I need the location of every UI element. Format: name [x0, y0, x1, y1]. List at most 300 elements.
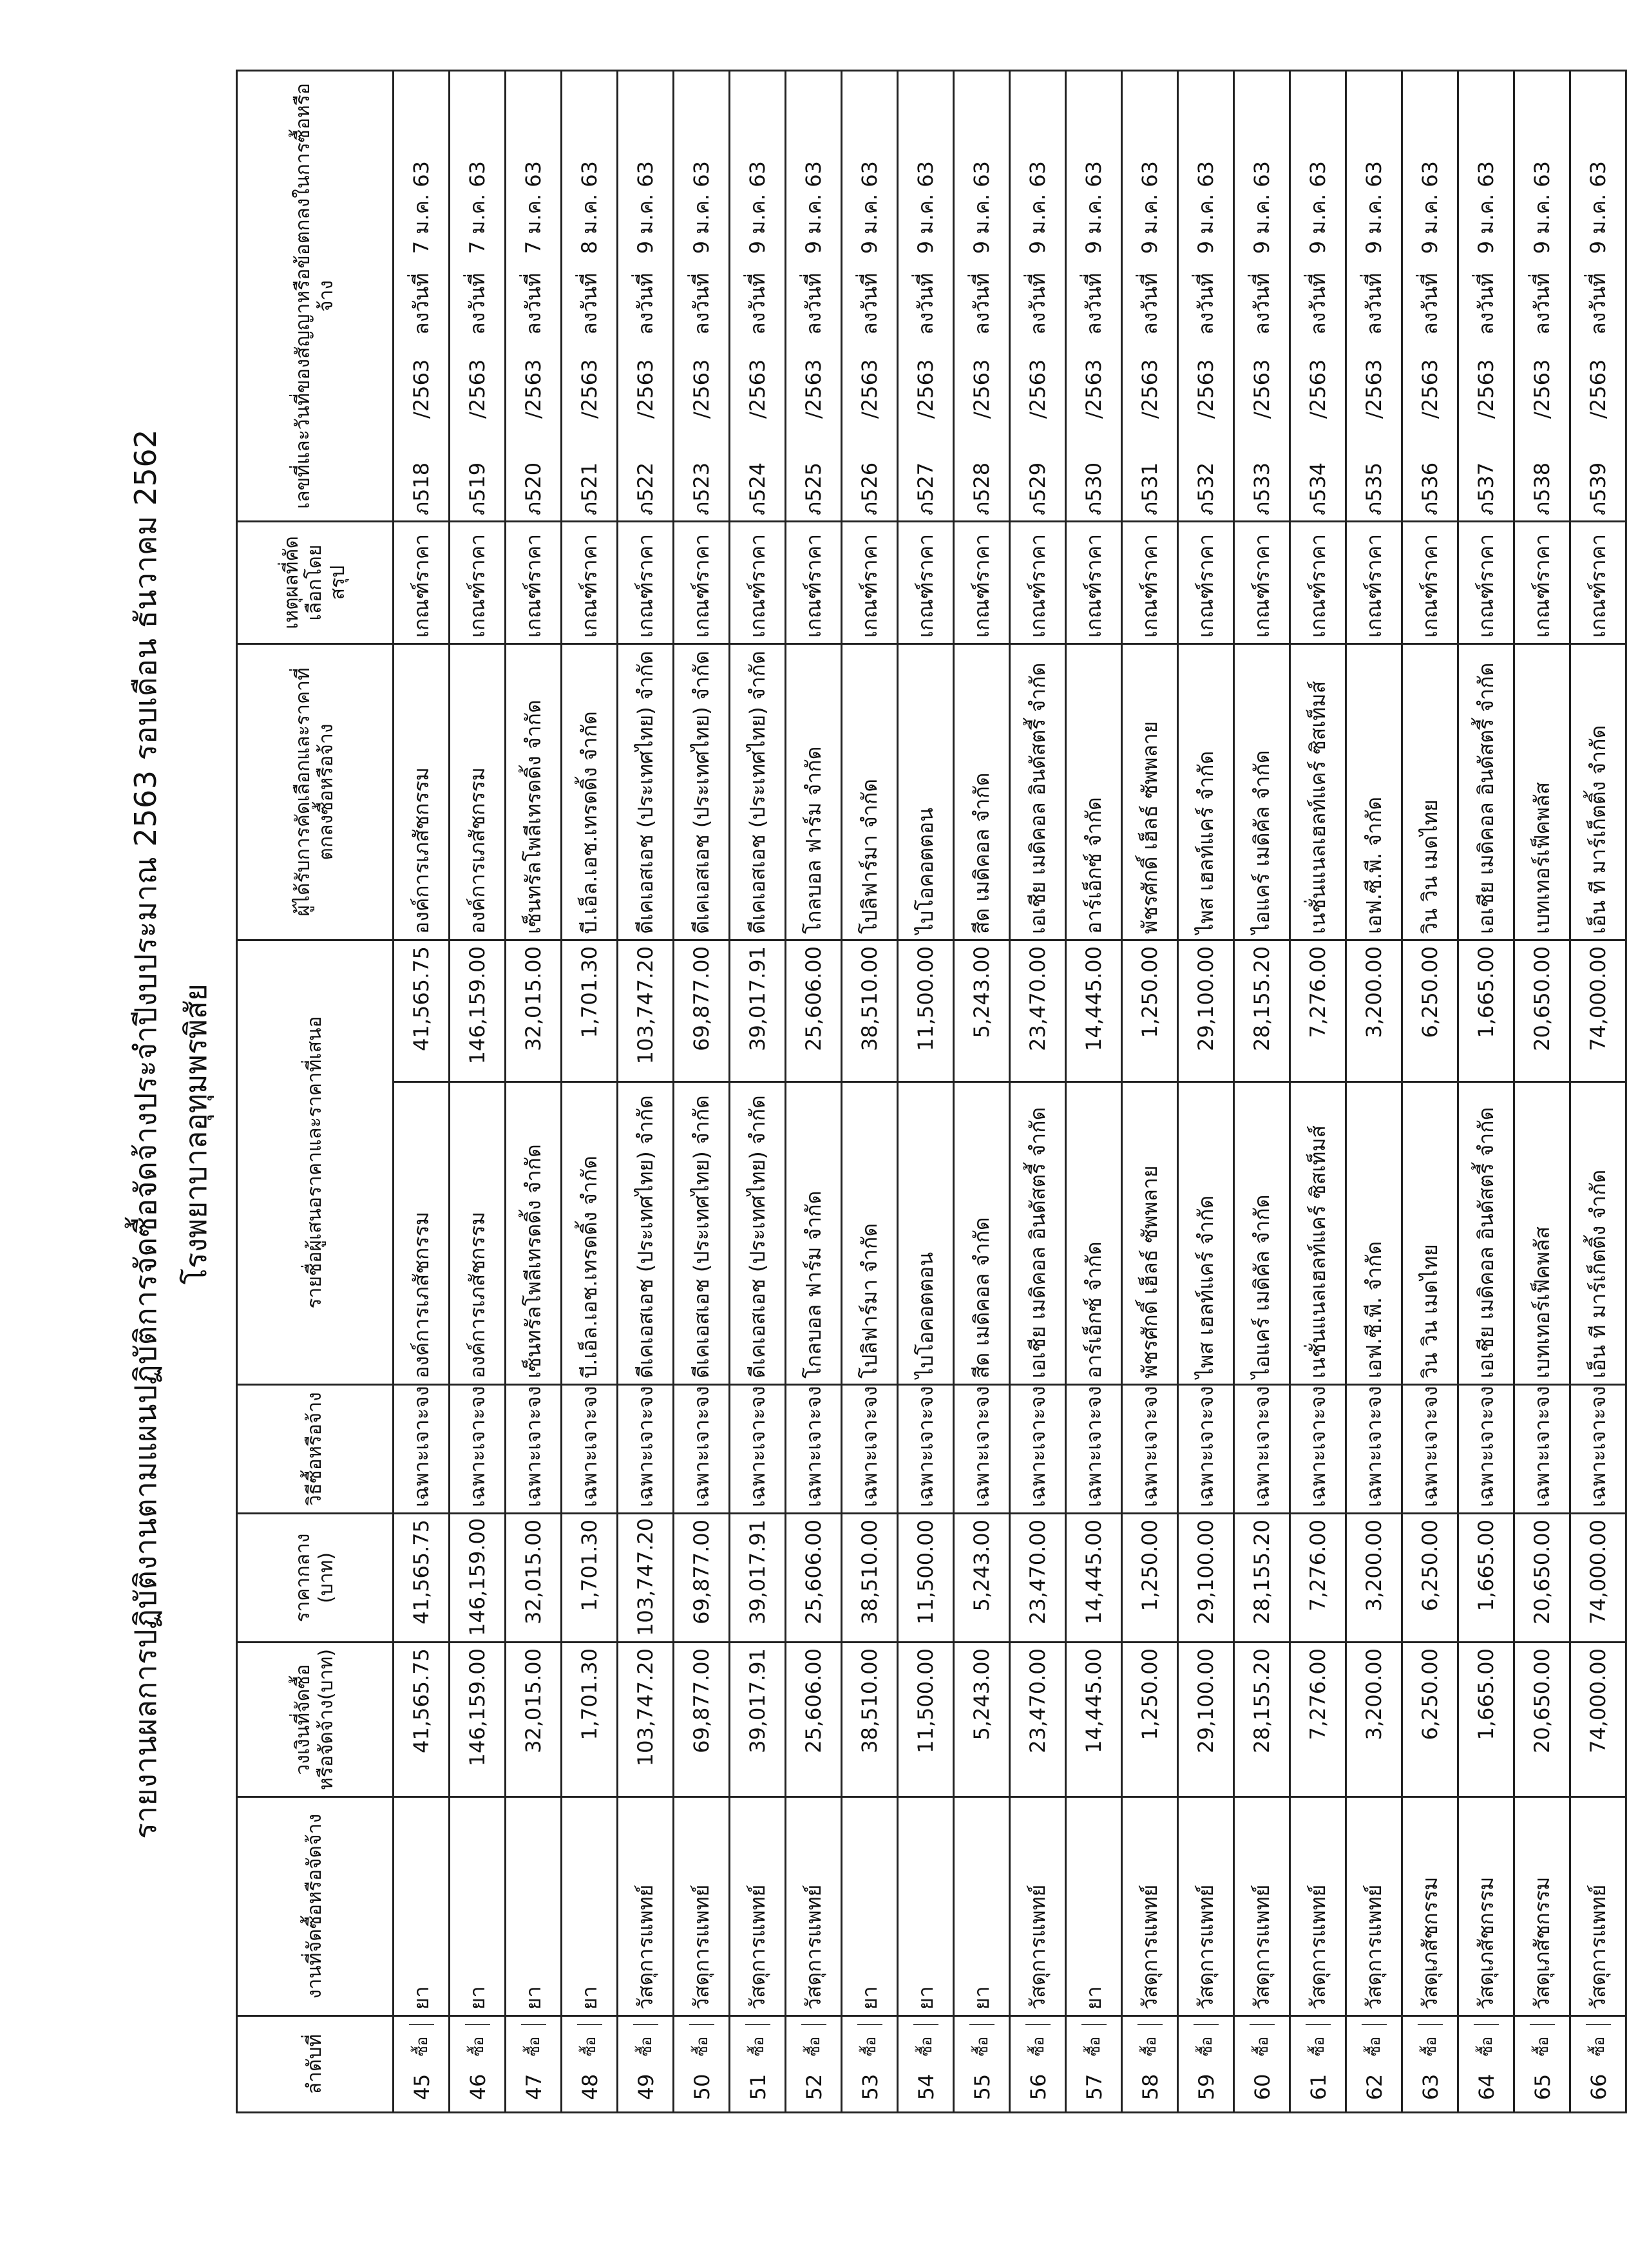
cell-budget: 3,200.00 — [1346, 1643, 1402, 1797]
contract-date-label: ลงวันที่ — [1025, 272, 1050, 335]
contract-date: 9 ม.ค. 63 — [745, 161, 770, 254]
cell-winner: สีด เมดิคอล จำกัด — [954, 644, 1010, 940]
table-row — [954, 71, 1010, 2113]
contract-number: ภ529 — [1025, 462, 1050, 515]
cell-seq — [1010, 2016, 1066, 2113]
cell-reason: เกณฑ์ราคา — [1066, 522, 1122, 644]
table-row — [394, 71, 450, 2113]
header-reason: เหตุผลที่คัดเลือกโดยสรุป — [237, 522, 394, 644]
header-method: วิธีซื้อหรือจ้าง — [237, 1385, 394, 1514]
cell-item: ยา — [506, 1797, 562, 2016]
cell-bidder-name: ไพส เฮลท์แคร์ จำกัด — [1178, 1082, 1234, 1385]
contract-date-label: ลงวันที่ — [1193, 272, 1218, 335]
contract-date-label: ลงวันที่ — [1473, 272, 1498, 335]
header-item: งานที่จัดซื้อหรือจัดจ้าง — [237, 1797, 394, 2016]
cell-item: ยา — [842, 1797, 898, 2016]
contract-date: 9 ม.ค. 63 — [913, 161, 938, 254]
cell-budget: 23,470.00 — [1010, 1643, 1066, 1797]
cell-item: วัสดุเภสัชกรรม — [1514, 1797, 1570, 2016]
contract-year: /2563 — [1473, 359, 1498, 419]
cell-median-price: 7,276.00 — [1290, 1514, 1346, 1643]
cell-contract — [1514, 71, 1570, 522]
cell-reason: เกณฑ์ราคา — [394, 522, 450, 644]
row-type: ซื้อ — [1474, 2024, 1499, 2068]
contract-number: ภ523 — [689, 462, 714, 515]
contract-year: /2563 — [689, 359, 714, 419]
contract-year: /2563 — [969, 359, 994, 419]
header-winner: ผู้ได้รับการคัดเลือกและราคาที่ตกลงซื้อหรือจ้าง — [237, 644, 394, 940]
table-row — [1514, 71, 1570, 2113]
cell-bid-price: 6,250.00 — [1402, 940, 1458, 1082]
cell-bid-price: 7,276.00 — [1290, 940, 1346, 1082]
cell-bid-price: 39,017.91 — [730, 940, 786, 1082]
contract-date: 7 ม.ค. 63 — [464, 161, 490, 254]
cell-median-price: 1,665.00 — [1458, 1514, 1514, 1643]
cell-winner: เอฟ.ซี.พี. จำกัด — [1346, 644, 1402, 940]
cell-budget: 29,100.00 — [1178, 1643, 1234, 1797]
table-row — [1458, 71, 1514, 2113]
cell-item: วัสดุการแพทย์ — [730, 1797, 786, 2016]
cell-budget: 5,243.00 — [954, 1643, 1010, 1797]
cell-bidder-name: วิน วิน เมดไทย — [1402, 1082, 1458, 1385]
cell-bidder-name: เอเชีย เมดิคอล อินดัสตรี้ จำกัด — [1458, 1082, 1514, 1385]
contract-year: /2563 — [1137, 359, 1162, 419]
cell-winner: ดีเคเอสเอช (ประเทศไทย) จำกัด — [674, 644, 730, 940]
row-type: ซื้อ — [577, 2024, 602, 2068]
cell-winner: เบทเทอร์เฟ็คพลัส — [1514, 644, 1570, 940]
cell-contract — [1346, 71, 1402, 522]
cell-median-price: 14,445.00 — [1066, 1514, 1122, 1643]
contract-date-label: ลงวันที่ — [1081, 272, 1106, 335]
cell-reason: เกณฑ์ราคา — [786, 522, 842, 644]
cell-budget: 39,017.91 — [730, 1643, 786, 1797]
cell-reason: เกณฑ์ราคา — [842, 522, 898, 644]
contract-date: 9 ม.ค. 63 — [1193, 161, 1218, 254]
cell-seq — [506, 2016, 562, 2113]
cell-budget: 7,276.00 — [1290, 1643, 1346, 1797]
cell-bidder-name: โกลบอล ฟาร์ม จำกัด — [786, 1082, 842, 1385]
row-type: ซื้อ — [465, 2024, 490, 2068]
cell-budget: 14,445.00 — [1066, 1643, 1122, 1797]
contract-date-label: ลงวันที่ — [1529, 272, 1554, 335]
cell-bidder-name: ดีเคเอสเอช (ประเทศไทย) จำกัด — [618, 1082, 674, 1385]
cell-reason: เกณฑ์ราคา — [450, 522, 506, 644]
cell-bid-price: 29,100.00 — [1178, 940, 1234, 1082]
cell-budget: 74,000.00 — [1570, 1643, 1626, 1797]
cell-winner: วิน วิน เมดไทย — [1402, 644, 1458, 940]
contract-date: 9 ม.ค. 63 — [1305, 161, 1330, 254]
hospital-name: โรงพยาบาลอุทุมพรพิสัย — [178, 984, 213, 1284]
contract-year: /2563 — [408, 359, 433, 419]
cell-method: เฉพาะเจาะจง — [1570, 1385, 1626, 1514]
header-bidders: รายชื่อผู้เสนอราคาและราคาที่เสนอ — [237, 940, 394, 1385]
cell-winner: ดีเคเอสเอช (ประเทศไทย) จำกัด — [618, 644, 674, 940]
table-row — [786, 71, 842, 2113]
contract-date: 9 ม.ค. 63 — [1249, 161, 1274, 254]
report-title: รายงานผลการปฏิบัติงานตามแผนปฏิบัติการจัดซื้อจัดจ้างประจำปีงบประมาณ 2563 รอบเดือน ธันวาคม 2562 — [128, 429, 163, 1839]
cell-bid-price: 3,200.00 — [1346, 940, 1402, 1082]
contract-date: 7 ม.ค. 63 — [408, 161, 433, 254]
contract-year: /2563 — [801, 359, 826, 419]
cell-bidder-name: ไบโอคอตตอน — [898, 1082, 954, 1385]
cell-method: เฉพาะเจาะจง — [506, 1385, 562, 1514]
cell-item: ยา — [450, 1797, 506, 2016]
cell-method: เฉพาะเจาะจง — [618, 1385, 674, 1514]
cell-median-price: 28,155.20 — [1234, 1514, 1290, 1643]
contract-date: 9 ม.ค. 63 — [1137, 161, 1162, 254]
cell-bidder-name: ดีเคเอสเอช (ประเทศไทย) จำกัด — [674, 1082, 730, 1385]
cell-method: เฉพาะเจาะจง — [450, 1385, 506, 1514]
row-type: ซื้อ — [1586, 2024, 1611, 2068]
table-row — [1290, 71, 1346, 2113]
cell-contract — [842, 71, 898, 522]
row-type: ซื้อ — [857, 2024, 882, 2068]
cell-seq — [1290, 2016, 1346, 2113]
cell-method: เฉพาะเจาะจง — [1178, 1385, 1234, 1514]
contract-date-label: ลงวันที่ — [1585, 272, 1610, 335]
cell-winner: ไอแคร์ เมดิคัล จำกัด — [1234, 644, 1290, 940]
cell-budget: 1,250.00 — [1122, 1643, 1178, 1797]
cell-seq — [674, 2016, 730, 2113]
cell-budget: 41,565.75 — [394, 1643, 450, 1797]
cell-bidder-name: ไอแคร์ เมดิคัล จำกัด — [1234, 1082, 1290, 1385]
cell-method: เฉพาะเจาะจง — [1402, 1385, 1458, 1514]
contract-year: /2563 — [633, 359, 658, 419]
row-number: 48 — [577, 2073, 602, 2101]
cell-reason: เกณฑ์ราคา — [1514, 522, 1570, 644]
table-row — [618, 71, 674, 2113]
cell-method: เฉพาะเจาะจง — [1458, 1385, 1514, 1514]
cell-bid-price: 74,000.00 — [1570, 940, 1626, 1082]
contract-number: ภ518 — [408, 462, 433, 515]
cell-contract — [394, 71, 450, 522]
contract-number: ภ522 — [633, 462, 658, 515]
contract-number: ภ538 — [1529, 462, 1554, 515]
contract-date-label: ลงวันที่ — [913, 272, 938, 335]
row-type: ซื้อ — [689, 2024, 714, 2068]
cell-method: เฉพาะเจาะจง — [674, 1385, 730, 1514]
contract-date-label: ลงวันที่ — [464, 272, 490, 335]
cell-method: เฉพาะเจาะจง — [1066, 1385, 1122, 1514]
contract-year: /2563 — [857, 359, 882, 419]
cell-contract — [506, 71, 562, 522]
cell-bid-price: 5,243.00 — [954, 940, 1010, 1082]
contract-year: /2563 — [1193, 359, 1218, 419]
contract-date-label: ลงวันที่ — [1305, 272, 1330, 335]
cell-seq — [898, 2016, 954, 2113]
cell-bid-price: 20,650.00 — [1514, 940, 1570, 1082]
cell-seq — [786, 2016, 842, 2113]
cell-reason: เกณฑ์ราคา — [954, 522, 1010, 644]
cell-method: เฉพาะเจาะจง — [730, 1385, 786, 1514]
cell-median-price: 5,243.00 — [954, 1514, 1010, 1643]
cell-method: เฉพาะเจาะจง — [898, 1385, 954, 1514]
row-number: 50 — [689, 2073, 714, 2101]
cell-bidder-name: เซ็นทรัลโพลีเทรดดิ้ง จำกัด — [506, 1082, 562, 1385]
row-number: 65 — [1530, 2073, 1555, 2101]
contract-date-label: ลงวันที่ — [1137, 272, 1162, 335]
row-type: ซื้อ — [913, 2024, 938, 2068]
row-number: 47 — [521, 2073, 546, 2101]
cell-contract — [1178, 71, 1234, 522]
row-number: 58 — [1137, 2073, 1163, 2101]
table-row — [450, 71, 506, 2113]
cell-budget: 38,510.00 — [842, 1643, 898, 1797]
row-number: 59 — [1194, 2073, 1219, 2101]
cell-bid-price: 1,701.30 — [562, 940, 618, 1082]
table-header-row — [237, 71, 394, 2113]
cell-seq — [1570, 2016, 1626, 2113]
cell-median-price: 1,250.00 — [1122, 1514, 1178, 1643]
row-type: ซื้อ — [745, 2024, 770, 2068]
table-row — [898, 71, 954, 2113]
contract-year: /2563 — [745, 359, 770, 419]
cell-budget: 103,747.20 — [618, 1643, 674, 1797]
cell-seq — [394, 2016, 450, 2113]
row-type: ซื้อ — [1194, 2024, 1219, 2068]
cell-item: ยา — [954, 1797, 1010, 2016]
cell-contract — [1290, 71, 1346, 522]
cell-item: วัสดุเภสัชกรรม — [1458, 1797, 1514, 2016]
contract-date-label: ลงวันที่ — [969, 272, 994, 335]
cell-bid-price: 69,877.00 — [674, 940, 730, 1082]
row-number: 53 — [857, 2073, 882, 2101]
cell-contract — [1402, 71, 1458, 522]
cell-seq — [1122, 2016, 1178, 2113]
cell-median-price: 23,470.00 — [1010, 1514, 1066, 1643]
cell-bid-price: 23,470.00 — [1010, 940, 1066, 1082]
cell-item: วัสดุการแพทย์ — [1178, 1797, 1234, 2016]
cell-method: เฉพาะเจาะจง — [562, 1385, 618, 1514]
contract-year: /2563 — [1249, 359, 1274, 419]
cell-winner: อาร์เอ็กซ์ จำกัด — [1066, 644, 1122, 940]
cell-bid-price: 28,155.20 — [1234, 940, 1290, 1082]
contract-date-label: ลงวันที่ — [408, 272, 433, 335]
row-type: ซื้อ — [801, 2024, 826, 2068]
table-row — [1346, 71, 1402, 2113]
contract-date-label: ลงวันที่ — [633, 272, 658, 335]
row-number: 60 — [1250, 2073, 1275, 2101]
contract-date: 9 ม.ค. 63 — [969, 161, 994, 254]
cell-bidder-name: อาร์เอ็กซ์ จำกัด — [1066, 1082, 1122, 1385]
cell-contract — [1122, 71, 1178, 522]
contract-year: /2563 — [520, 359, 546, 419]
cell-seq — [1066, 2016, 1122, 2113]
contract-date: 9 ม.ค. 63 — [1585, 161, 1610, 254]
cell-bidder-name: เอเชีย เมดิคอล อินดัสตรี้ จำกัด — [1010, 1082, 1066, 1385]
header-median-price: ราคากลาง (บาท) — [237, 1514, 394, 1643]
cell-bidder-name: เบทเทอร์เฟ็คพลัส — [1514, 1082, 1570, 1385]
procurement-table — [236, 70, 1627, 2113]
row-type: ซื้อ — [1025, 2024, 1051, 2068]
cell-bidder-name: องค์การเภสัชกรรม — [394, 1082, 450, 1385]
cell-seq — [450, 2016, 506, 2113]
table-row — [1234, 71, 1290, 2113]
contract-year: /2563 — [913, 359, 938, 419]
cell-method: เฉพาะเจาะจง — [394, 1385, 450, 1514]
cell-method: เฉพาะเจาะจง — [1122, 1385, 1178, 1514]
cell-bidder-name: พัชรศักดิ์ เฮ็ลธ์ ซัพพลาย — [1122, 1082, 1178, 1385]
table-row — [1402, 71, 1458, 2113]
cell-reason: เกณฑ์ราคา — [1402, 522, 1458, 644]
cell-median-price: 25,606.00 — [786, 1514, 842, 1643]
header-seq: ลำดับที่ — [237, 2016, 394, 2113]
row-type: ซื้อ — [1081, 2024, 1107, 2068]
cell-seq — [730, 2016, 786, 2113]
cell-contract — [730, 71, 786, 522]
cell-bid-price: 103,747.20 — [618, 940, 674, 1082]
cell-budget: 11,500.00 — [898, 1643, 954, 1797]
cell-method: เฉพาะเจาะจง — [954, 1385, 1010, 1514]
contract-number: ภ535 — [1361, 462, 1386, 515]
contract-year: /2563 — [1025, 359, 1050, 419]
contract-date: 9 ม.ค. 63 — [1417, 161, 1442, 254]
cell-item: วัสดุการแพทย์ — [618, 1797, 674, 2016]
cell-seq — [1402, 2016, 1458, 2113]
row-number: 45 — [409, 2073, 434, 2101]
cell-median-price: 103,747.20 — [618, 1514, 674, 1643]
cell-item: วัสดุการแพทย์ — [1570, 1797, 1626, 2016]
cell-bid-price: 38,510.00 — [842, 940, 898, 1082]
header-budget: วงเงินที่จัดซื้อหรือจัดจ้าง(บาท) — [237, 1643, 394, 1797]
cell-bidder-name: โปลิฟาร์มา จำกัด — [842, 1082, 898, 1385]
cell-reason: เกณฑ์ราคา — [730, 522, 786, 644]
cell-median-price: 3,200.00 — [1346, 1514, 1402, 1643]
cell-item: วัสดุการแพทย์ — [1234, 1797, 1290, 2016]
cell-winner: เอเชีย เมดิคอล อินดัสตรี้ จำกัด — [1458, 644, 1514, 940]
cell-bid-price: 25,606.00 — [786, 940, 842, 1082]
cell-winner: ไพส เฮลท์แคร์ จำกัด — [1178, 644, 1234, 940]
contract-date: 9 ม.ค. 63 — [857, 161, 882, 254]
cell-contract — [1010, 71, 1066, 522]
cell-winner: พัชรศักดิ์ เฮ็ลธ์ ซัพพลาย — [1122, 644, 1178, 940]
cell-median-price: 11,500.00 — [898, 1514, 954, 1643]
cell-reason: เกณฑ์ราคา — [562, 522, 618, 644]
row-number: 62 — [1362, 2073, 1387, 2101]
contract-year: /2563 — [576, 359, 602, 419]
cell-reason: เกณฑ์ราคา — [1290, 522, 1346, 644]
row-type: ซื้อ — [633, 2024, 658, 2068]
table-row — [1178, 71, 1234, 2113]
row-type: ซื้อ — [1250, 2024, 1275, 2068]
contract-year: /2563 — [1417, 359, 1442, 419]
cell-budget: 28,155.20 — [1234, 1643, 1290, 1797]
cell-method: เฉพาะเจาะจง — [786, 1385, 842, 1514]
contract-date: 9 ม.ค. 63 — [1081, 161, 1106, 254]
cell-bidder-name: สีด เมดิคอล จำกัด — [954, 1082, 1010, 1385]
cell-median-price: 39,017.91 — [730, 1514, 786, 1643]
cell-method: เฉพาะเจาะจง — [1234, 1385, 1290, 1514]
row-type: ซื้อ — [1137, 2024, 1163, 2068]
cell-method: เฉพาะเจาะจง — [1010, 1385, 1066, 1514]
cell-seq — [618, 2016, 674, 2113]
table-row — [730, 71, 786, 2113]
row-number: 52 — [801, 2073, 826, 2101]
cell-contract — [562, 71, 618, 522]
contract-number: ภ526 — [857, 462, 882, 515]
contract-date-label: ลงวันที่ — [1249, 272, 1274, 335]
contract-year: /2563 — [1529, 359, 1554, 419]
contract-year: /2563 — [1585, 359, 1610, 419]
cell-bid-price: 1,250.00 — [1122, 940, 1178, 1082]
cell-median-price: 6,250.00 — [1402, 1514, 1458, 1643]
cell-seq — [954, 2016, 1010, 2113]
cell-item: ยา — [898, 1797, 954, 2016]
cell-method: เฉพาะเจาะจง — [1514, 1385, 1570, 1514]
row-number: 49 — [633, 2073, 658, 2101]
contract-date: 9 ม.ค. 63 — [801, 161, 826, 254]
contract-date: 9 ม.ค. 63 — [689, 161, 714, 254]
cell-seq — [562, 2016, 618, 2113]
cell-reason: เกณฑ์ราคา — [898, 522, 954, 644]
row-type: ซื้อ — [409, 2024, 434, 2068]
cell-median-price: 146,159.00 — [450, 1514, 506, 1643]
cell-contract — [898, 71, 954, 522]
cell-bid-price: 14,445.00 — [1066, 940, 1122, 1082]
row-number: 51 — [745, 2073, 770, 2101]
row-number: 55 — [969, 2073, 994, 2101]
cell-reason: เกณฑ์ราคา — [1122, 522, 1178, 644]
table-row — [1122, 71, 1178, 2113]
cell-seq — [1514, 2016, 1570, 2113]
row-type: ซื้อ — [1530, 2024, 1555, 2068]
header-contract: เลขที่และวันที่ของสัญญาหรือข้อตกลงในการซื้อหรือจ้าง — [237, 71, 394, 522]
cell-budget: 69,877.00 — [674, 1643, 730, 1797]
contract-number: ภ521 — [576, 462, 602, 515]
contract-date-label: ลงวันที่ — [689, 272, 714, 335]
contract-number: ภ536 — [1417, 462, 1442, 515]
cell-winner: ดีเคเอสเอช (ประเทศไทย) จำกัด — [730, 644, 786, 940]
row-number: 57 — [1081, 2073, 1107, 2101]
cell-budget: 6,250.00 — [1402, 1643, 1458, 1797]
cell-reason: เกณฑ์ราคา — [1010, 522, 1066, 644]
cell-seq — [1234, 2016, 1290, 2113]
cell-item: วัสดุการแพทย์ — [1122, 1797, 1178, 2016]
cell-seq — [1178, 2016, 1234, 2113]
cell-seq — [842, 2016, 898, 2113]
cell-contract — [954, 71, 1010, 522]
contract-date: 9 ม.ค. 63 — [633, 161, 658, 254]
row-type: ซื้อ — [1418, 2024, 1443, 2068]
table-row — [674, 71, 730, 2113]
cell-seq — [1346, 2016, 1402, 2113]
cell-winner: โปลิฟาร์มา จำกัด — [842, 644, 898, 940]
cell-bid-price: 11,500.00 — [898, 940, 954, 1082]
contract-number: ภ520 — [520, 462, 546, 515]
cell-item: วัสดุการแพทย์ — [674, 1797, 730, 2016]
contract-date-label: ลงวันที่ — [1361, 272, 1386, 335]
cell-reason: เกณฑ์ราคา — [1570, 522, 1626, 644]
cell-contract — [1066, 71, 1122, 522]
cell-item: ยา — [562, 1797, 618, 2016]
cell-bidder-name: เนชั่นแนลเฮลท์แคร์ ซิสเท็มส์ — [1290, 1082, 1346, 1385]
cell-reason: เกณฑ์ราคา — [1458, 522, 1514, 644]
cell-median-price: 20,650.00 — [1514, 1514, 1570, 1643]
cell-winner: เซ็นทรัลโพลีเทรดดิ้ง จำกัด — [506, 644, 562, 940]
cell-method: เฉพาะเจาะจง — [1290, 1385, 1346, 1514]
cell-budget: 1,665.00 — [1458, 1643, 1514, 1797]
cell-reason: เกณฑ์ราคา — [506, 522, 562, 644]
row-number: 56 — [1025, 2073, 1051, 2101]
cell-winner: เนชั่นแนลเฮลท์แคร์ ซิสเท็มส์ — [1290, 644, 1346, 940]
contract-date-label: ลงวันที่ — [801, 272, 826, 335]
cell-winner: เอ็น ที มาร์เก็ตติ้ง จำกัด — [1570, 644, 1626, 940]
cell-winner: องค์การเภสัชกรรม — [394, 644, 450, 940]
table-row — [1570, 71, 1626, 2113]
cell-median-price: 74,000.00 — [1570, 1514, 1626, 1643]
cell-budget: 20,650.00 — [1514, 1643, 1570, 1797]
row-type: ซื้อ — [521, 2024, 546, 2068]
